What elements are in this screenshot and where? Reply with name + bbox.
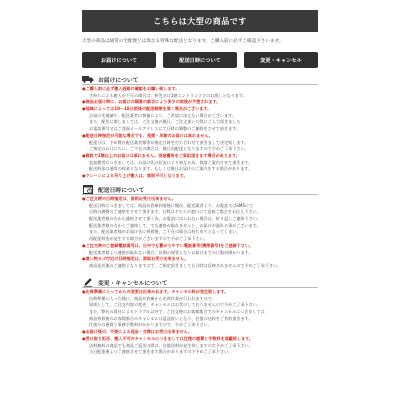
notice-line: ●クレーンによる吊り上げ搬入は、原則不可となります。 [82, 172, 188, 178]
body-line: 再配達料金が発生する場合がございますので予めご了承下さい。 [89, 236, 208, 242]
delivery-section-header [82, 74, 318, 85]
delivery-button-label: お届けについて [100, 57, 138, 64]
notice-line: ●お届け後の、不要による返品・交換はお受け出来ません。 [82, 329, 193, 335]
notice-line: ●出荷準備に入ってからの変更は出来かねます。キャンセル料が発生致します。 [82, 289, 229, 294]
cancel-button-label: 変更・キャンセル [260, 57, 302, 64]
delivery-section-title: お届けについて [98, 77, 139, 84]
body-line: 手持ちによる搬入が不可の場合は、軒先又は1階エントランスでのお渡しとなります。 [89, 92, 247, 98]
body-line: また、配送業者様がお届け先に到着後、ご不在の場合は持ち戻りとなってしまい、 [89, 229, 241, 235]
notice-line: ●ご注文時の日時指定は、原則お受け出来ません。 [82, 196, 176, 201]
notice-line: ●ご注文時のご登録電話番号は、日中でも繋がりやすい電話番号(携帯番号)をご登録下さい。 [82, 242, 254, 248]
body-line: また、弊社の責任によるトラブル以外で、ご注文後のお客様都合でのキャンセルにつきましては [89, 309, 265, 315]
body-line: 追加費用につきましては、お届け先の状況により異なる為、都度ご案内させて頂きます。 [89, 159, 253, 165]
notice-line: ●買い物カゴ付近の日時指定は、原則お受け出来ません。 [82, 256, 189, 262]
delivery-button[interactable] [82, 52, 156, 68]
body-line: 往復分の運賃と事務手数料がかかりますので、予めご了承下さい。 [89, 322, 212, 328]
body-line: 送料無料の商品でも商品ご返送の際は、往復送料が発生致しますので予めご了承下さい。 [89, 342, 253, 348]
body-line: 配送料金は通常の料金となります。もしくは後日お届けのご案内をする場合があります。 [89, 166, 253, 172]
schedule-button[interactable] [163, 52, 237, 68]
body-line: 日時の調整のご連絡をさせて頂きます。日程はそちらの窓口にて直接ご都合をお伝え下さい。 [89, 209, 261, 215]
schedule-section-title: 配送日時について [98, 187, 145, 194]
notice-line: ●地域によっては10〜18日前後の配送期間を頂く場合がございます。 [82, 106, 212, 112]
pencil-icon [82, 277, 94, 287]
cancel-section-title: 変更・キャンセルについて [98, 280, 168, 287]
body-line: 配送業者様より連絡が取れない場合、長期の保管となりお届けまでの日数が掛かります。 [89, 249, 253, 255]
body-line: 配送業者様の方からご連絡して、でも連絡が取れませんと、お届けが遅れる事がございます。 [89, 222, 261, 228]
notice-line: ●商品お届け時に、お届けの順番の都合により多少の前後が予想されます。 [82, 99, 221, 105]
delivery-section-body [82, 86, 318, 180]
schedule-section-body [82, 196, 318, 270]
page-header [82, 10, 318, 32]
calendar-icon [82, 184, 94, 194]
schedule-button-label: 配送日時について [179, 57, 221, 64]
body-line: 当日配達後よりご連絡させて頂きます場合がありますので予めご了承下さい。 [89, 349, 233, 355]
schedule-section-header [82, 184, 318, 195]
body-line: 原則として、ご注文内容の変更、キャンセルはお受けしておりませんので予めご了承下さい。 [89, 302, 261, 308]
body-line: ご指定のお日にちに、ご不在の場合は、後日再配達となりますので予めご了承下さい。 [89, 146, 249, 152]
body-line: 出荷準備に入った後に、商品が倉庫から出荷作業が行われますので、 [89, 295, 216, 301]
notice-line: ●階段で2階以上のお届けは承れません。別途費用をご負担頂きます場合があります。 [82, 152, 240, 158]
body-line: 商品到着後のお客様都合のキャンセルは返品扱いとなり、往復の送料をご負担頂きます。 [89, 315, 253, 321]
body-line: また、配送に関しましては、ご注文後の後日、ご注文頂いた際にご入力頂きました [89, 119, 241, 125]
body-line: 配達日は、予め弊社配送業者様等が指定日時を打ち合わせて頂きまして決定致します。 [89, 139, 249, 145]
body-line: 配送業者様の方から連絡させて頂く為、お電話に出られない場合は、折り返しご連絡下さい。 [89, 216, 261, 222]
body-line: 商品発送後のご連絡となりますので、ご指定頂きましても日時は反映されませんので予めご了承下さい。 [89, 262, 282, 268]
nav-buttons [82, 52, 318, 68]
page-title: こちらは大型の商品です [153, 16, 247, 26]
body-line: お電話番号又はご登録メールアドレスにて日時の調整のご連絡をさせて頂きます。 [89, 126, 240, 132]
notice-line: ●受け取り拒否、搬入不可のキャンセルにつきましては往復の運賃と手数料を頂戴致します。 [82, 335, 254, 341]
notice-line: ●ご購入前に必ず搬入経路の確認をお願い致します。 [82, 86, 180, 91]
body-line: お届け先地域や、配送業者の物量により、ご希望に添えない場合がございます。 [89, 112, 236, 118]
cancel-button[interactable] [244, 52, 318, 68]
intro-text: 大型の商品は通常の宅配便とは異なる特殊な配送となります。ご購入前に必ずご確認下さいませ。 [82, 39, 284, 44]
cancel-section-header [82, 277, 318, 288]
cancel-section-body [82, 289, 318, 356]
truck-icon [82, 74, 94, 84]
notice-line: ●配送日時指定が可能な場合でも、夜間・早朝のお届けは承れません。 [82, 132, 213, 138]
body-line: 配送日時につきましては、商品が倉庫到着後に順次、配送業者より、お電話又はSMSにて [89, 202, 254, 208]
